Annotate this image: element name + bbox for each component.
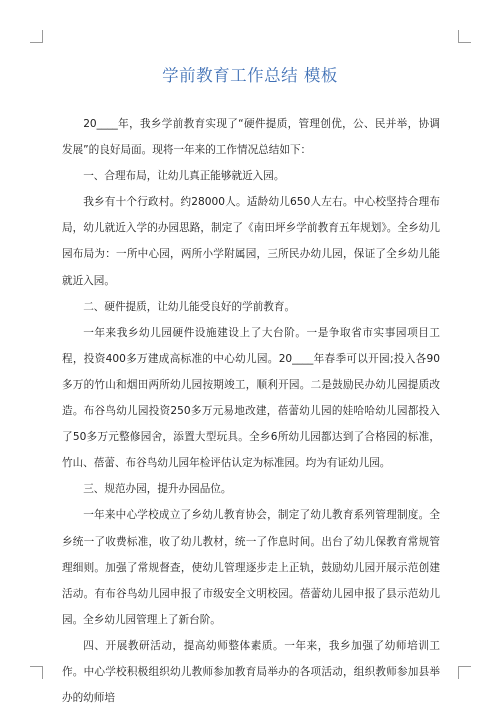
section-heading-2: 二、硬件提质，让幼儿能受良好的学前教育。	[83, 300, 296, 313]
crop-mark-top-right	[458, 30, 471, 43]
paragraph: 一年来中心学校成立了乡幼儿教育协会，制定了幼儿教育系列管理制度。全乡统一了收费标准，收了幼儿教材，统一了作息时间。出台了幼儿保教育常规管理细则。加强了常规督查，使幼儿管理逐步走上正轨，鼓励幼儿园开展示范创建活动。有布谷鸟幼儿园申报了市级安全文明校园。蓓蕾幼儿园申报了县示范幼儿园。全乡幼儿园管理上了新台阶。	[62, 509, 440, 626]
intro-paragraph: 20____年，我乡学前教育实现了“硬件提质，管理创优，公、民并举，协调发展”的良好局面。现将一年来的工作情况总结如下：	[62, 118, 440, 157]
section-paragraph-4: 四、开展教研活动，提高幼师整体素质。一年来，我乡加强了幼师培训工作。中心学校积极组织幼儿教师参加教育局举办的各项活动，组织教师参加县举办的幼师培	[62, 639, 440, 705]
crop-mark-top-left	[30, 30, 43, 43]
section-heading-3: 三、规范办园，提升办园品位。	[83, 483, 232, 496]
section-heading-1: 一、合理布局，让幼儿真正能够就近入园。	[83, 170, 285, 183]
paragraph: 我乡有十个行政村。约28000人。适龄幼儿650人左右。中心校坚持合理布局，幼儿就近入学的办园思路，制定了《南田坪乡学前教育五年规划》。全乡幼儿园布局为：一所中心园，两所小学附属园，三所民办幼儿园，保证了全乡幼儿能就近入园。	[62, 196, 440, 287]
crop-mark-bottom-right	[458, 666, 471, 679]
paragraph: 一年来我乡幼儿园硬件设施建设上了大台阶。一是争取省市实事园项目工程，投资400多万建成高标准的中心幼儿园。20____年春季可以开园;投入各90多万的竹山和烟田两所幼儿园按期竣工，顺利开园。二是鼓励民办幼儿园提质改造。布谷鸟幼儿园投资250多万元易地改建，蓓蕾幼儿园的娃哈哈幼儿园都投入了50多万元整修园舍，添置大型玩具。全乡6所幼儿园都达到了合格园的标准，竹山、蓓蕾、布谷鸟幼儿园年检评估认定为标准园。均为有证幼儿园。	[62, 326, 440, 470]
crop-mark-bottom-left	[30, 666, 43, 679]
document-title: 学前教育工作总结 模板	[162, 66, 338, 85]
document-body	[62, 111, 440, 711]
